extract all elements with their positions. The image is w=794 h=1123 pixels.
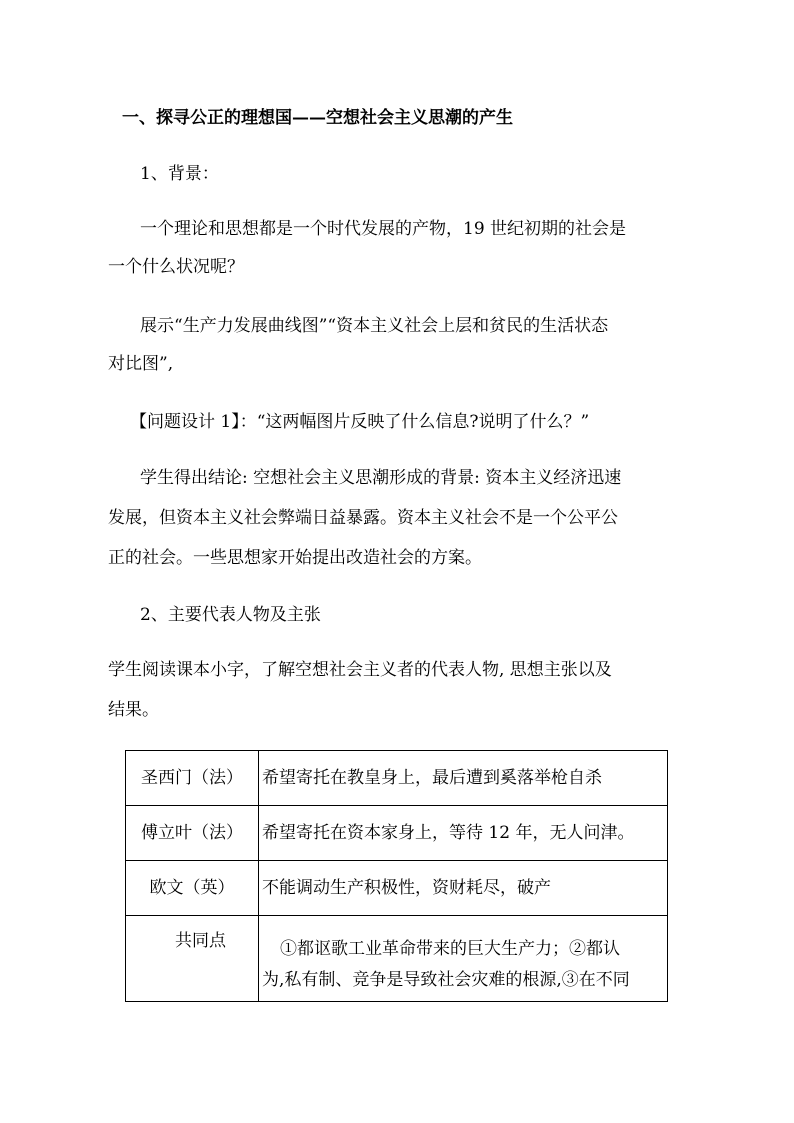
common-desc-line: ①都讴歌工业革命带来的巨大生产力；②都认	[280, 939, 620, 959]
paragraph-line: 一个理论和思想都是一个时代发展的产物，19 世纪初期的社会是	[140, 219, 627, 239]
background-heading: 1、背景：	[140, 164, 219, 184]
paragraph-line: 学生得出结论: 空想社会主义思潮形成的背景: 资本主义经济迅速	[140, 468, 622, 488]
table-cell-name: 欧文（英）	[126, 861, 259, 916]
paragraph-line: 正的社会。一些思想家开始提出改造社会的方案。	[108, 548, 482, 568]
representatives-table	[125, 750, 668, 1002]
table-row	[126, 806, 668, 861]
table-cell-desc: 希望寄托在资本家身上，等待 12 年，无人问津。	[259, 806, 668, 861]
table-row	[126, 751, 668, 806]
section-title: 一、探寻公正的理想国——空想社会主义思潮的产生	[122, 108, 513, 128]
table-row	[126, 916, 668, 1002]
paragraph-line: 结果。	[108, 700, 159, 720]
table-cell-desc	[259, 916, 668, 1002]
question-design: 【问题设计 1】：“这两幅图片反映了什么信息?说明了什么？”	[130, 412, 590, 432]
paragraph-line: 学生阅读课本小字，了解空想社会主义者的代表人物, 思想主张以及	[108, 660, 612, 680]
paragraph-line: 对比图”,	[108, 354, 174, 374]
representatives-heading: 2、主要代表人物及主张	[140, 605, 321, 625]
table-cell-desc: 希望寄托在教皇身上，最后遭到奚落举枪自杀	[259, 751, 668, 806]
table-cell-desc: 不能调动生产积极性，资财耗尽，破产	[259, 861, 668, 916]
paragraph-line: 发展，但资本主义社会弊端日益暴露。资本主义社会不是一个公平公	[108, 508, 618, 528]
table-cell-name: 傅立叶（法）	[126, 806, 259, 861]
table-row	[126, 861, 668, 916]
paragraph-line: 一个什么状况呢？	[108, 257, 244, 277]
table-cell-name: 共同点	[126, 916, 259, 1002]
table-cell-name: 圣西门（法）	[126, 751, 259, 806]
common-desc-line: 为,私有制、竞争是导致社会灾难的根源,③在不同	[262, 970, 630, 990]
paragraph-line: 展示“生产力发展曲线图”“资本主义社会上层和贫民的生活状态	[140, 316, 609, 336]
